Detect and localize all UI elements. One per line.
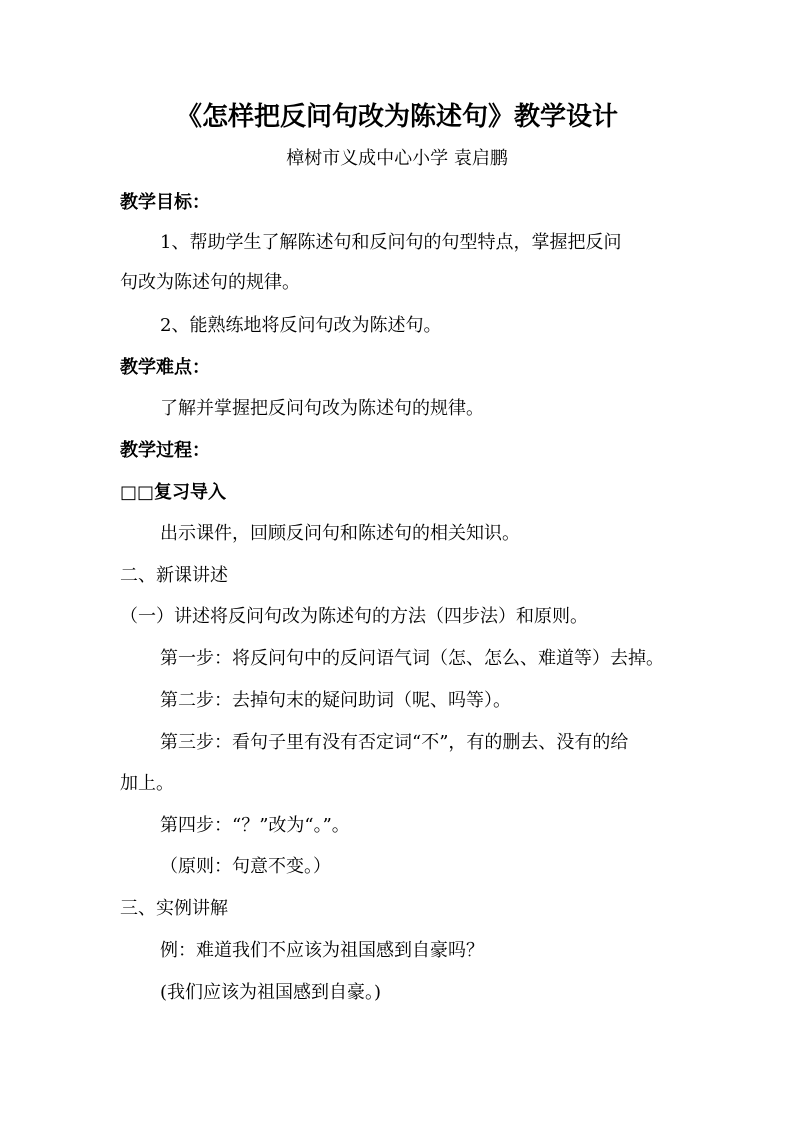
document-title: 《怎样把反问句改为陈述句》教学设计	[175, 102, 618, 132]
goals-heading: 教学目标：	[120, 192, 210, 213]
section-1-heading: □□复习导入	[120, 482, 227, 503]
example-sentence: 例：难道我们不应该为祖国感到自豪吗？	[160, 940, 484, 961]
example-answer: (我们应该为祖国感到自豪。)	[160, 982, 382, 1003]
process-heading: 教学过程：	[120, 440, 210, 461]
goal-item-1-line-1: 1、帮助学生了解陈述句和反问句的句型特点，掌握把反问	[160, 232, 622, 253]
step-4: 第四步：“？”改为“。”。	[160, 815, 350, 836]
section-1-text: 出示课件，回顾反问句和陈述句的相关知识。	[160, 523, 520, 544]
step-2: 第二步：去掉句末的疑问助词（呢、吗等）。	[160, 690, 511, 711]
difficulty-text: 了解并掌握把反问句改为陈述句的规律。	[160, 398, 484, 419]
goal-item-2: 2、能熟练地将反问句改为陈述句。	[160, 315, 442, 336]
principle-note: （原则：句意不变。）	[160, 856, 331, 877]
step-1: 第一步：将反问句中的反问语气词（怎、怎么、难道等）去掉。	[160, 648, 664, 669]
section-3-heading: 三、实例讲解	[120, 898, 228, 919]
author-line: 樟树市义成中心小学 袁启鹏	[286, 148, 508, 169]
step-3-line-2: 加上。	[120, 773, 174, 794]
step-3-line-1: 第三步：看句子里有没有否定词“不”，有的删去、没有的给	[160, 732, 629, 753]
section-2-intro: （一）讲述将反问句改为陈述句的方法（四步法）和原则。	[120, 606, 588, 627]
goal-item-1-line-2: 句改为陈述句的规律。	[120, 272, 300, 293]
section-2-heading: 二、新课讲述	[120, 565, 228, 586]
difficulty-heading: 教学难点：	[120, 357, 210, 378]
